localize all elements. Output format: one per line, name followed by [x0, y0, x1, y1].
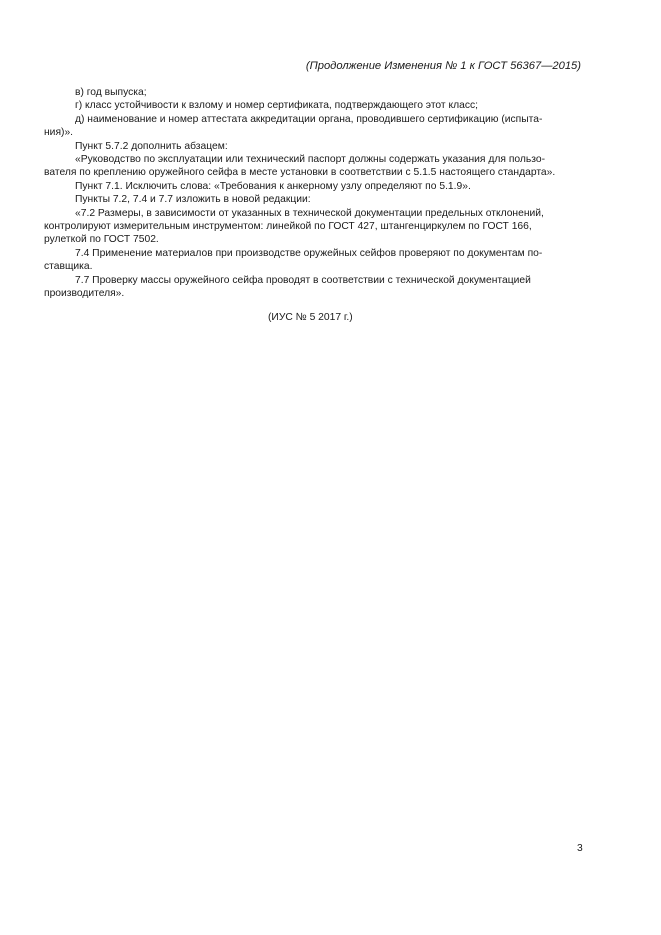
- clause-7-4-line-2: ставщика.: [44, 261, 93, 273]
- clause-7-4-line-1: 7.4 Применение материалов при производстве оружейных сейфов проверяют по документам по-: [75, 247, 543, 259]
- list-item-d: д) наименование и номер аттестата аккредитации органа, проводившего сертификацию (испыта-: [75, 113, 543, 125]
- clauses-new-edition-heading: Пункты 7.2, 7.4 и 7.7 изложить в новой редакции:: [75, 194, 311, 206]
- list-item-v: в) год выпуска;: [75, 87, 147, 98]
- list-item-d-continuation: ния)».: [44, 127, 74, 139]
- page-number: 3: [577, 843, 583, 854]
- document-body: [44, 86, 584, 301]
- clause-5-7-2-text-line-1: «Руководство по эксплуатации или технический паспорт должны содержать указания для пользо-: [75, 154, 546, 166]
- clause-7-7-line-2: производителя».: [44, 288, 125, 300]
- clause-7-2-line-3: рулеткой по ГОСТ 7502.: [44, 234, 159, 246]
- clause-7-1-text: Пункт 7.1. Исключить слова: «Требования к анкерному узлу определяют по 5.1.9».: [75, 180, 471, 192]
- clause-7-7-line-1: 7.7 Проверку массы оружейного сейфа проводят в соответствии с технической документацией: [75, 274, 531, 286]
- clause-5-7-2-text-line-2: вателя по креплению оружейного сейфа в месте установки в соответствии с 5.1.5 настоящего стандарта».: [44, 167, 556, 179]
- list-item-g: г) класс устойчивости к взлому и номер сертификата, подтверждающего этот класс;: [75, 100, 479, 112]
- ius-reference: (ИУС № 5 2017 г.): [268, 312, 353, 323]
- continuation-header: (Продолжение Изменения № 1 к ГОСТ 56367—2015): [305, 60, 581, 72]
- clause-7-2-line-2: контролируют измерительным инструментом: линейкой по ГОСТ 427, штангенциркулем по ГОСТ 166,: [44, 221, 532, 233]
- clause-5-7-2-heading: Пункт 5.7.2 дополнить абзацем:: [75, 140, 228, 152]
- clause-7-2-line-1: «7.2 Размеры, в зависимости от указанных в технической документации предельных отклонений,: [75, 207, 544, 219]
